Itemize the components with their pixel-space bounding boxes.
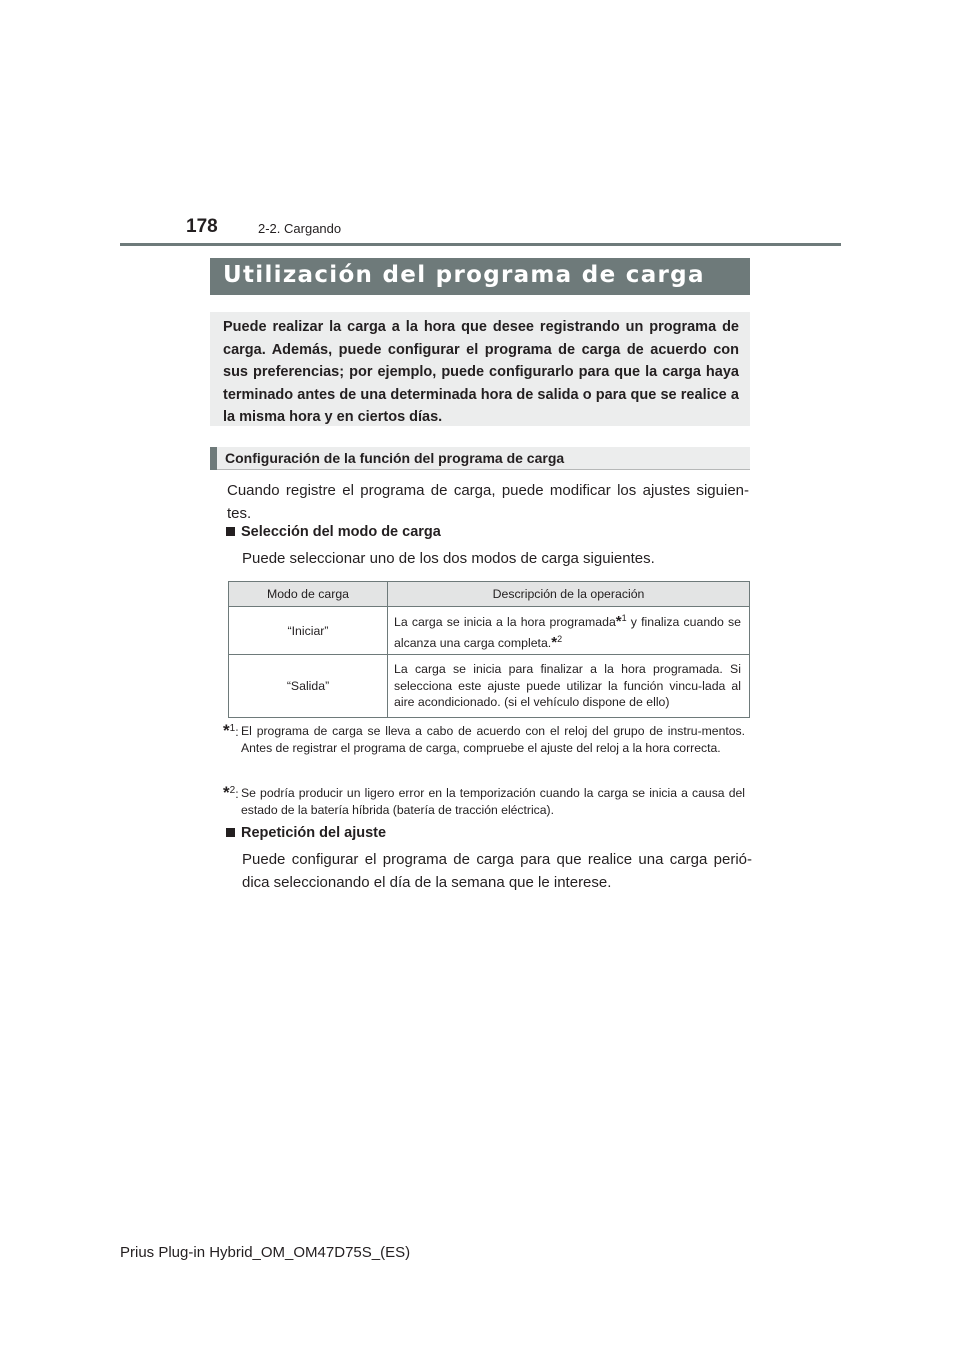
footnote-star-icon: * [551, 633, 558, 651]
footnote-text: Se podría producir un ligero error en la temporización cuando la carga se inicia a causa del estado de la batería híbrida (batería de tracción eléctrica). [241, 786, 745, 818]
footnote-ref: 2 [557, 633, 563, 644]
subsection-title: Configuración de la función del programa de carga [225, 450, 565, 466]
square-bullet-icon [226, 828, 235, 837]
table-header-mode: Modo de carga [229, 582, 388, 607]
page-number: 178 [186, 216, 218, 237]
footnote-marker: *$^2$: [223, 783, 239, 803]
table-row [229, 607, 750, 655]
repeat-setting-heading-text: Repetición del ajuste [241, 825, 387, 841]
document-footer: Prius Plug-in Hybrid_OM_OM47D75S_(ES) [120, 1244, 411, 1261]
table-header-row [229, 582, 750, 607]
subsection-bar [210, 447, 750, 470]
settings-intro-text: Cuando registre el programa de carga, puede modificar los ajustes siguien-tes. [227, 482, 749, 522]
section-reference: 2-2. Cargando [258, 221, 342, 236]
charge-mode-text: Puede seleccionar uno de los dos modos de carga siguientes. [242, 550, 655, 567]
footnote-star-icon: * [223, 721, 230, 741]
footnote-ref: 1 [621, 613, 627, 623]
charge-mode-heading-text: Selección del modo de carga [241, 524, 441, 540]
intro-box [210, 312, 750, 426]
repeat-setting-text: Puede configurar el programa de carga para que realice una carga perió-dica seleccionando el día de la semana que le interese. [242, 851, 752, 891]
footnote-star-icon: * [615, 613, 622, 631]
table-cell-description: La carga se inicia para finalizar a la hora programada. Si selecciona este ajuste puede utilizar la función vincu-lada al aire acondicionado. (si el vehículo dispone de ello) [388, 655, 750, 718]
charge-mode-heading [226, 524, 441, 540]
footnote-text: El programa de carga se lleva a cabo de acuerdo con el reloj del grupo de instru-mentos. Antes de registrar el programa de carga, compruebe el ajuste del reloj a la hora correcta. [241, 724, 745, 756]
table-cell-mode: “Salida” [229, 655, 388, 718]
charge-mode-table [228, 581, 750, 718]
page-title-banner [210, 258, 750, 295]
footnote-number: 2 [229, 785, 236, 796]
square-bullet-icon [226, 527, 235, 536]
description-text: La carga se inicia a la hora programada [394, 615, 616, 630]
footnote-star-icon: * [223, 783, 230, 803]
subsection-accent [210, 447, 217, 470]
table-header-description: Descripción de la operación [388, 582, 750, 607]
footnote [223, 783, 750, 823]
footnote-marker: *$^1$: [223, 721, 239, 741]
header-divider [120, 243, 841, 246]
footnote [223, 721, 750, 776]
description-text: y finaliza cuando se alcanza una carga completa. [394, 615, 741, 650]
page-title: Utilización del programa de carga [223, 262, 705, 288]
table-cell-description [388, 607, 750, 655]
table-row [229, 655, 750, 718]
table-cell-mode: “Iniciar” [229, 607, 388, 655]
footnote-number: 1 [229, 723, 236, 734]
repeat-setting-heading [226, 825, 386, 841]
intro-text: Puede realizar la carga a la hora que desee registrando un programa de carga. Además, puede configurar el programa de carga de acuerdo con sus preferencias; por ejemplo, puede configurarlo para que la carga haya terminado antes de una determinada hora de salida o para que se realice a la misma hora y en ciertos días. [223, 319, 739, 425]
